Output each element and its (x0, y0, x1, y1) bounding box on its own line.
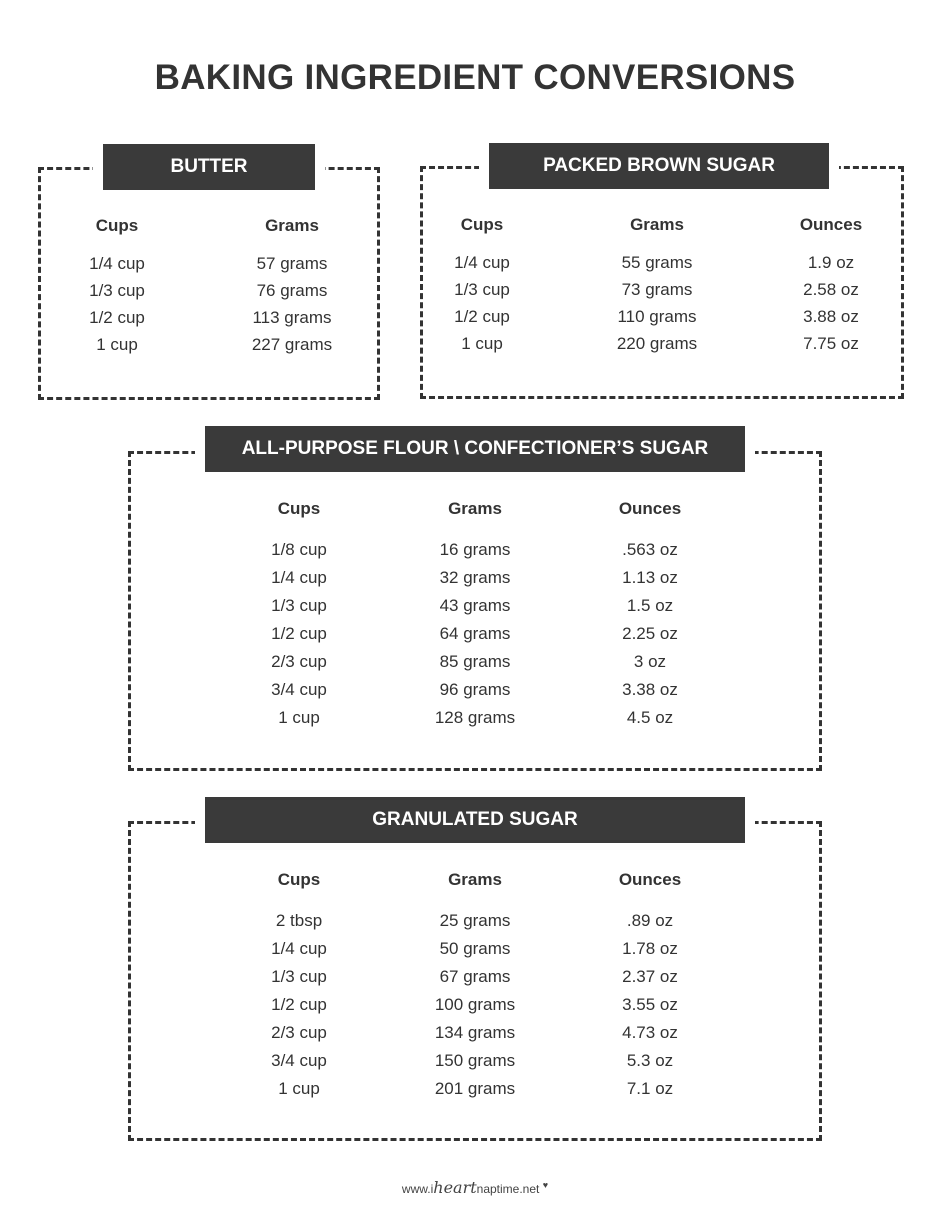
table-cell: 43 grams (439, 596, 511, 615)
table-cell: 1/4 cup (454, 253, 510, 272)
table-cell: .563 oz (622, 540, 678, 559)
table-cell: 2.37 oz (622, 967, 678, 986)
column-header: Ounces (618, 870, 682, 889)
column-header: Cups (277, 870, 321, 889)
table-cell: 1/4 cup (89, 254, 145, 273)
heart-icon: ♥ (542, 1180, 549, 1190)
table-cell: 1/3 cup (89, 281, 145, 300)
table-cell: 32 grams (439, 568, 511, 587)
butter-label: BUTTER (103, 144, 315, 190)
table-cell: 3/4 cup (271, 1051, 327, 1070)
flour-grams-column (405, 499, 545, 736)
table-cell: 4.73 oz (622, 1023, 678, 1042)
table-cell: 1 cup (96, 335, 138, 354)
column-header: Ounces (618, 499, 682, 518)
table-cell: 55 grams (621, 253, 693, 272)
table-cell: 220 grams (616, 334, 698, 353)
table-cell: 7.1 oz (626, 1079, 674, 1098)
table-cell: 3 oz (633, 652, 667, 671)
table-cell: 1/3 cup (271, 967, 327, 986)
table-cell: 227 grams (251, 335, 333, 354)
footer-prefix: www.i (401, 1182, 434, 1196)
table-cell: 110 grams (617, 307, 697, 326)
table-cell: 128 grams (434, 708, 516, 727)
flour-label: ALL-PURPOSE FLOUR \ CONFECTIONER’S SUGAR (205, 426, 745, 472)
table-cell: 16 grams (439, 540, 511, 559)
table-cell: 150 grams (434, 1051, 516, 1070)
brown-sugar-label: PACKED BROWN SUGAR (489, 143, 829, 189)
table-cell: 1.78 oz (622, 939, 678, 958)
table-cell: 25 grams (439, 911, 511, 930)
flour-ounces-column (580, 499, 720, 736)
table-cell: 134 grams (434, 1023, 516, 1042)
brown-sugar-grams-column (587, 215, 727, 361)
column-header: Grams (630, 215, 684, 234)
table-cell: 1/3 cup (271, 596, 327, 615)
granulated-ounces-column (580, 870, 720, 1107)
column-header: Cups (95, 216, 139, 235)
table-cell: 1/2 cup (89, 308, 145, 327)
table-cell: 67 grams (439, 967, 511, 986)
table-cell: 7.75 oz (803, 334, 859, 353)
column-header: Cups (277, 499, 321, 518)
table-cell: 1/3 cup (454, 280, 510, 299)
site-footer (0, 1178, 950, 1197)
table-cell: 57 grams (256, 254, 328, 273)
brown-sugar-cups-column (412, 215, 552, 361)
table-cell: 1.5 oz (626, 596, 674, 615)
butter-grams-column (222, 216, 362, 362)
table-cell: 76 grams (256, 281, 328, 300)
flour-cups-column (229, 499, 369, 736)
brown-sugar-ounces-column (761, 215, 901, 361)
table-cell: 73 grams (621, 280, 693, 299)
table-cell: 2/3 cup (271, 652, 327, 671)
table-cell: 4.5 oz (626, 708, 674, 727)
table-cell: 2.25 oz (622, 624, 678, 643)
table-cell: 1/2 cup (271, 624, 327, 643)
footer-heart-word: heart (433, 1178, 477, 1197)
footer-suffix: naptime.net (476, 1182, 540, 1196)
table-cell: 3.38 oz (622, 680, 678, 699)
page-title: BAKING INGREDIENT CONVERSIONS (154, 58, 796, 97)
column-header: Grams (448, 870, 502, 889)
butter-cups-column (47, 216, 187, 362)
table-cell: 2/3 cup (271, 1023, 327, 1042)
table-cell: 113 grams (252, 308, 332, 327)
column-header: Cups (460, 215, 504, 234)
table-cell: 2.58 oz (803, 280, 859, 299)
table-cell: 1 cup (461, 334, 503, 353)
table-cell: 3.55 oz (622, 995, 678, 1014)
table-cell: 1/8 cup (271, 540, 327, 559)
table-cell: 1/4 cup (271, 568, 327, 587)
table-cell: 96 grams (439, 680, 511, 699)
granulated-grams-column (405, 870, 545, 1107)
column-header: Ounces (799, 215, 863, 234)
table-cell: 1.13 oz (622, 568, 678, 587)
table-cell: 1.9 oz (807, 253, 855, 272)
table-cell: 1/2 cup (454, 307, 510, 326)
table-cell: 3.88 oz (803, 307, 859, 326)
table-cell: 50 grams (439, 939, 511, 958)
table-cell: 3/4 cup (271, 680, 327, 699)
table-cell: 5.3 oz (626, 1051, 674, 1070)
table-cell: 100 grams (434, 995, 516, 1014)
table-cell: 1/4 cup (271, 939, 327, 958)
table-cell: 85 grams (439, 652, 511, 671)
granulated-sugar-label: GRANULATED SUGAR (205, 797, 745, 843)
table-cell: 201 grams (434, 1079, 516, 1098)
table-cell: .89 oz (626, 911, 674, 930)
granulated-cups-column (229, 870, 369, 1107)
table-cell: 2 tbsp (275, 911, 323, 930)
table-cell: 1 cup (278, 1079, 320, 1098)
column-header: Grams (448, 499, 502, 518)
table-cell: 1/2 cup (271, 995, 327, 1014)
table-cell: 64 grams (439, 624, 511, 643)
table-cell: 1 cup (278, 708, 320, 727)
column-header: Grams (265, 216, 319, 235)
